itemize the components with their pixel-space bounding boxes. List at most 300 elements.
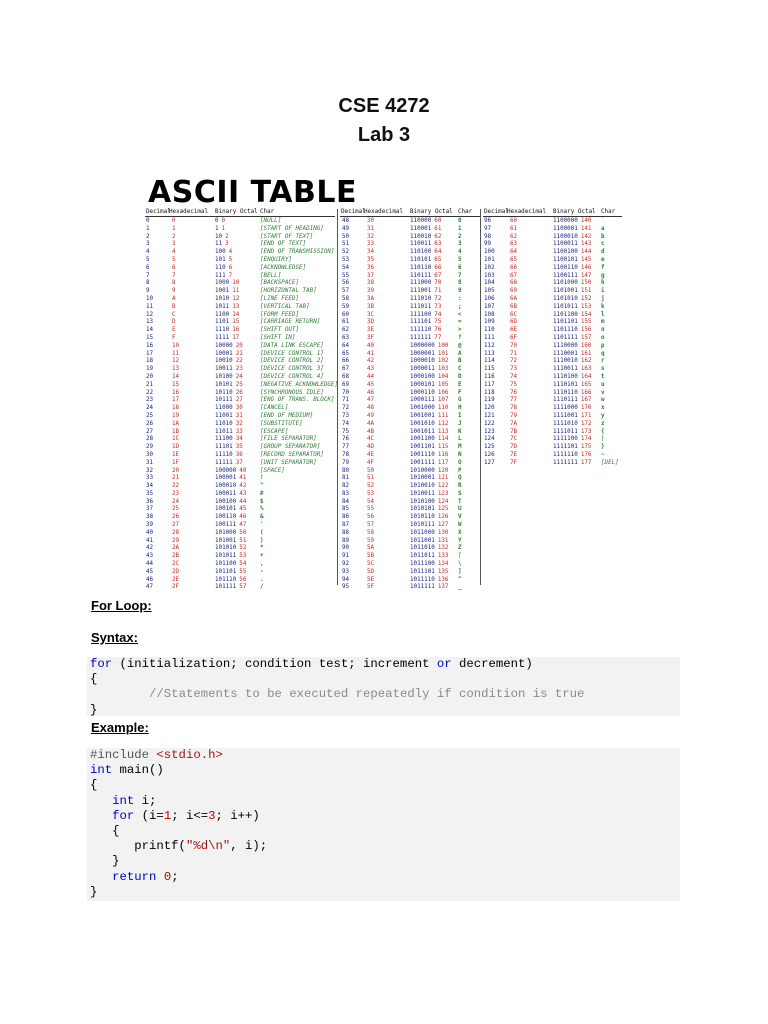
ascii-cell: {: [601, 428, 605, 435]
ascii-cell: 71: [434, 288, 442, 295]
ascii-cell: 3: [458, 241, 462, 248]
ascii-cell: n: [601, 327, 605, 334]
ascii-cell: 155: [580, 319, 592, 326]
ascii-cell: 9: [146, 288, 150, 295]
ascii-cell: g: [601, 272, 605, 279]
ascii-cell: 8: [172, 280, 176, 287]
ascii-cell: }: [601, 444, 605, 451]
ascii-cell: 1101001: [553, 288, 578, 295]
ascii-cell: s: [601, 366, 605, 373]
ascii-cell: 82: [342, 483, 350, 490]
ascii-cell: 123: [484, 428, 495, 435]
ascii-cell: 1011011: [410, 553, 435, 560]
ascii-cell: 165: [580, 381, 592, 388]
ascii-cell: 1F: [172, 459, 180, 466]
ascii-cell: 61: [510, 225, 518, 232]
ascii-cell: 6: [172, 264, 176, 271]
ascii-cell: 124: [437, 498, 449, 505]
ascii-cell: 72: [342, 405, 350, 412]
ascii-header-cell: Decimal: [484, 209, 509, 215]
ascii-cell: 1100000: [553, 218, 578, 224]
ascii-cell: 45: [146, 568, 154, 575]
ascii-cell: 50: [342, 233, 350, 240]
ascii-cell: 6: [228, 264, 233, 271]
ascii-row: [483, 436, 622, 444]
ascii-row: [145, 530, 335, 538]
ascii-cell: 0: [458, 218, 462, 224]
ascii-cell: 64: [434, 249, 442, 256]
ascii-cell: 101010: [215, 545, 237, 552]
ascii-cell: u: [601, 381, 605, 388]
ascii-cell: 33: [146, 475, 154, 482]
ascii-cell: 126: [484, 451, 495, 458]
ascii-cell: z: [601, 420, 605, 427]
ascii-row: [340, 584, 481, 592]
ascii-cell: 112: [437, 420, 449, 427]
ascii-cell: [NEGATIVE ACKNOWLEDGE]: [260, 381, 339, 388]
ascii-cell: 157: [580, 334, 592, 341]
ascii-cell: E: [458, 381, 462, 388]
ascii-cell: 77: [342, 444, 350, 451]
ascii-cell: 20: [235, 342, 243, 349]
ascii-cell: 33: [367, 241, 375, 248]
ascii-cell: 137: [437, 584, 449, 591]
ascii-cell: Z: [458, 545, 462, 552]
ascii-cell: 111011: [410, 303, 432, 310]
ascii-cell: 136: [437, 576, 449, 583]
ascii-row: [145, 452, 335, 460]
ascii-cell: 32: [235, 420, 243, 427]
ascii-cell: o: [601, 334, 605, 341]
ascii-cell: 100111: [215, 522, 237, 529]
ascii-cell: 118: [484, 389, 495, 396]
ascii-cell: 73: [510, 366, 518, 373]
ascii-cell: 176: [580, 451, 592, 458]
ascii-cell: 146: [580, 264, 592, 271]
ascii-cell: 11101: [215, 444, 233, 451]
ascii-cell: 111: [484, 334, 495, 341]
ascii-cell: 73: [434, 303, 442, 310]
ascii-cell: 13: [146, 319, 154, 326]
ascii-cell: 59: [367, 537, 375, 544]
ascii-cell: G: [458, 397, 462, 404]
ascii-cell: 43: [239, 490, 247, 497]
ascii-cell: 127: [484, 459, 495, 466]
ascii-header-cell: Binary: [215, 209, 237, 215]
ascii-row: [483, 452, 622, 460]
ascii-cell: 1101011: [553, 303, 578, 310]
ascii-cell: 4B: [367, 428, 375, 435]
ascii-cell: 116: [437, 451, 449, 458]
ascii-cell: 1110010: [553, 358, 578, 365]
ascii-cell: [START OF HEADING]: [260, 225, 324, 232]
ascii-cell: 10: [232, 280, 240, 287]
ascii-cell: 110011: [410, 241, 432, 248]
ascii-cell: 42: [367, 358, 375, 365]
ascii-cell: 1010: [215, 295, 230, 302]
ascii-row: [145, 374, 335, 382]
ascii-cell: 32: [146, 467, 154, 474]
ascii-cell: 36: [146, 498, 154, 505]
ascii-cell: 41: [367, 350, 375, 357]
ascii-cell: H: [458, 405, 462, 412]
ascii-cell: [SUBSTITUTE]: [260, 420, 303, 427]
code-token: [156, 870, 163, 884]
ascii-cell: r: [601, 358, 605, 365]
ascii-cell: 1010110: [410, 514, 435, 521]
ascii-cell: 45: [367, 381, 375, 388]
ascii-cell: 110: [484, 327, 495, 334]
ascii-cell: 113: [484, 350, 495, 357]
ascii-cell: 67: [342, 366, 350, 373]
ascii-cell: 1: [221, 225, 226, 232]
ascii-cell: 28: [146, 436, 154, 443]
ascii-cell: 120: [437, 467, 449, 474]
ascii-cell: 51: [239, 537, 247, 544]
ascii-cell: 45: [239, 506, 247, 513]
ascii-row: [340, 374, 481, 382]
ascii-cell: [ESCAPE]: [260, 428, 289, 435]
ascii-cell: 152: [580, 295, 592, 302]
ascii-row: [483, 460, 622, 468]
ascii-row: [340, 522, 481, 530]
ascii-cell: 54: [367, 498, 375, 505]
ascii-cell: 93: [342, 568, 350, 575]
ascii-row: [483, 327, 622, 335]
code-token: }: [90, 884, 98, 899]
ascii-cell: 153: [580, 303, 592, 310]
ascii-cell: 1100011: [553, 241, 578, 248]
ascii-cell: 1001: [215, 288, 230, 295]
ascii-cell: 0: [146, 218, 150, 224]
ascii-cell: 24: [172, 498, 180, 505]
ascii-cell: /: [260, 584, 264, 591]
ascii-cell: 7E: [510, 451, 518, 458]
ascii-cell: P: [458, 467, 462, 474]
ascii-cell: 113: [437, 428, 449, 435]
ascii-cell: 21: [146, 381, 154, 388]
ascii-row: [340, 327, 481, 335]
ascii-cell: 21: [172, 475, 180, 482]
ascii-row: [340, 429, 481, 437]
ascii-cell: 47: [239, 522, 247, 529]
ascii-cell: 160: [580, 342, 592, 349]
ascii-cell: 64: [342, 342, 350, 349]
ascii-cell: (: [260, 529, 264, 536]
ascii-cell: 1110: [215, 327, 230, 334]
ascii-cell: 85: [342, 506, 350, 513]
ascii-cell: 34: [367, 249, 375, 256]
ascii-cell: 26: [235, 389, 243, 396]
ascii-row: [145, 273, 335, 281]
ascii-cell: q: [601, 350, 605, 357]
ascii-cell: 135: [437, 568, 449, 575]
ascii-cell: 35: [367, 256, 375, 263]
ascii-cell: 37: [367, 272, 375, 279]
ascii-cell: 1101100: [553, 311, 578, 318]
ascii-cell: [FILE SEPARATOR]: [260, 436, 317, 443]
code-token: (i=: [134, 808, 164, 823]
ascii-cell: 31: [367, 225, 375, 232]
ascii-cell: 121: [484, 412, 495, 419]
ascii-cell: 110110: [410, 264, 432, 271]
ascii-cell: 7: [146, 272, 150, 279]
ascii-cell: [SHIFT IN]: [260, 334, 296, 341]
code-token: {: [90, 778, 98, 793]
ascii-cell: 8: [146, 280, 150, 287]
ascii-cell: 101011: [215, 553, 237, 560]
ascii-cell: [SHIFT OUT]: [260, 327, 300, 334]
ascii-cell: 65: [342, 350, 350, 357]
ascii-row: [340, 436, 481, 444]
ascii-cell: 14: [146, 327, 154, 334]
ascii-cell: 1001010: [410, 420, 435, 427]
ascii-row: [340, 351, 481, 359]
ascii-cell: 105: [437, 381, 449, 388]
ascii-cell: 172: [580, 420, 592, 427]
ascii-cell: 1E: [172, 451, 180, 458]
ascii-cell: 101111: [215, 584, 237, 591]
ascii-row: [145, 421, 335, 429]
ascii-cell: 104: [437, 373, 449, 380]
ascii-cell: 103: [484, 272, 495, 279]
ascii-cell: 1000011: [410, 366, 435, 373]
code-line: [87, 687, 680, 702]
ascii-row: [145, 460, 335, 468]
ascii-cell: 142: [580, 233, 592, 240]
ascii-cell: 1111: [215, 334, 230, 341]
ascii-cell: 22: [235, 358, 243, 365]
ascii-cell: 20: [172, 467, 180, 474]
ascii-cell: 9: [172, 288, 176, 295]
ascii-row: [340, 296, 481, 304]
ascii-header-cell: Octal: [578, 209, 596, 215]
ascii-cell: 32: [367, 233, 375, 240]
ascii-cell: 50: [239, 529, 247, 536]
ascii-row: [483, 382, 622, 390]
ascii-cell: 0: [221, 218, 226, 224]
ascii-row: [145, 561, 335, 569]
ascii-cell: 75: [434, 319, 442, 326]
ascii-cell: 1101110: [553, 327, 578, 334]
code-token: <stdio.h>: [156, 748, 223, 762]
ascii-cell: 1101010: [553, 295, 578, 302]
ascii-cell: 56: [342, 280, 350, 287]
ascii-cell: N: [458, 451, 462, 458]
ascii-row: [483, 273, 622, 281]
ascii-cell: 70: [510, 342, 518, 349]
ascii-cell: 125: [437, 506, 449, 513]
ascii-cell: Q: [458, 475, 462, 482]
ascii-cell: t: [601, 373, 605, 380]
ascii-cell: 132: [437, 545, 449, 552]
ascii-cell: 23: [235, 366, 243, 373]
ascii-cell: 60: [510, 218, 518, 224]
ascii-cell: D: [172, 319, 176, 326]
ascii-cell: 1A: [172, 420, 180, 427]
ascii-cell: 68: [342, 373, 350, 380]
ascii-cell: 7: [458, 272, 462, 279]
ascii-cell: 11110: [215, 451, 233, 458]
ascii-cell: 74: [434, 311, 442, 318]
ascii-cell: 38: [367, 280, 375, 287]
for-loop-heading: For Loop:: [91, 598, 152, 613]
ascii-cell: $: [260, 498, 264, 505]
ascii-cell: ]: [458, 568, 462, 575]
ascii-cell: 156: [580, 327, 592, 334]
code-token: ;: [171, 869, 179, 884]
ascii-row: [145, 569, 335, 577]
ascii-cell: 50: [367, 467, 375, 474]
ascii-cell: D: [458, 373, 462, 380]
ascii-cell: 37: [235, 459, 243, 466]
ascii-cell: 26: [172, 514, 180, 521]
ascii-cell: 150: [580, 280, 592, 287]
ascii-cell: 67: [434, 272, 442, 279]
ascii-cell: \: [458, 561, 462, 568]
ascii-cell: 79: [342, 459, 350, 466]
code-token: [90, 870, 112, 884]
ascii-cell: [DEVICE CONTROL 2]: [260, 358, 324, 365]
ascii-row: [483, 257, 622, 265]
ascii-cell: 17: [172, 397, 180, 404]
doc-course: CSE 4272: [338, 95, 430, 117]
ascii-row: [145, 265, 335, 273]
ascii-cell: 101000: [215, 529, 237, 536]
ascii-cell: 1: [172, 225, 176, 232]
ascii-cell: 61: [342, 319, 350, 326]
ascii-cell: 4A: [367, 420, 375, 427]
ascii-cell: 38: [146, 514, 154, 521]
ascii-cell: [LINE FEED]: [260, 295, 300, 302]
code-line: [87, 703, 680, 718]
ascii-cell: 123: [437, 490, 449, 497]
ascii-row: [483, 304, 622, 312]
ascii-cell: 63: [434, 241, 442, 248]
ascii-cell: h: [601, 280, 605, 287]
ascii-cell: 100011: [215, 490, 237, 497]
ascii-cell: 13: [172, 366, 180, 373]
ascii-cell: 100010: [215, 483, 237, 490]
ascii-cell: 1100110: [553, 264, 578, 271]
ascii-row: [340, 382, 481, 390]
ascii-cell: 100101: [215, 506, 237, 513]
ascii-cell: 144: [580, 249, 592, 256]
ascii-cell: 111001: [410, 288, 432, 295]
ascii-table: [145, 175, 619, 591]
ascii-cell: [END OF TRANSMISSION]: [260, 249, 335, 256]
ascii-cell: 52: [367, 483, 375, 490]
ascii-cell: 49: [342, 225, 350, 232]
code-token: i;: [134, 793, 157, 808]
ascii-cell: [END OF MEDIUM]: [260, 412, 314, 419]
ascii-cell: 8: [458, 280, 462, 287]
ascii-cell: f: [601, 264, 605, 271]
ascii-row: [145, 335, 335, 343]
ascii-cell: 163: [580, 366, 592, 373]
ascii-cell: 78: [342, 451, 350, 458]
ascii-header-cell: Char: [458, 209, 473, 215]
ascii-cell: 11111: [215, 459, 233, 466]
ascii-cell: 80: [342, 467, 350, 474]
ascii-cell: 6: [146, 264, 150, 271]
ascii-cell: 4: [228, 249, 233, 256]
ascii-cell: 4F: [367, 459, 375, 466]
ascii-cell: 51: [342, 241, 350, 248]
ascii-row: [145, 280, 335, 288]
ascii-cell: 26: [146, 420, 154, 427]
ascii-column-3: [480, 209, 622, 585]
ascii-cell: >: [458, 327, 462, 334]
ascii-row: [340, 468, 481, 476]
ascii-cell: L: [458, 436, 462, 443]
ascii-cell: a: [601, 225, 605, 232]
ascii-cell: [SPACE]: [260, 467, 285, 474]
ascii-cell: T: [458, 498, 462, 505]
ascii-header-cell: Decimal: [146, 209, 171, 215]
ascii-cell: 36: [367, 264, 375, 271]
code-token: }: [90, 702, 98, 717]
ascii-cell: E: [172, 327, 176, 334]
ascii-cell: |: [601, 436, 605, 443]
code-line: [87, 870, 680, 885]
ascii-cell: 79: [510, 412, 518, 419]
ascii-cell: 7: [228, 272, 233, 279]
ascii-cell: 110101: [410, 256, 432, 263]
ascii-cell: 66: [342, 358, 350, 365]
ascii-cell: 143: [580, 241, 592, 248]
ascii-cell: 112: [484, 342, 495, 349]
ascii-cell: 87: [342, 522, 350, 529]
ascii-cell: ~: [601, 451, 605, 458]
ascii-row: [145, 499, 335, 507]
ascii-row: [483, 358, 622, 366]
ascii-cell: m: [601, 319, 605, 326]
ascii-row: [340, 499, 481, 507]
ascii-cell: 57: [367, 522, 375, 529]
ascii-cell: B: [172, 303, 176, 310]
ascii-cell: 106: [484, 295, 495, 302]
ascii-cell: 4E: [367, 451, 375, 458]
ascii-cell: 100001: [215, 475, 237, 482]
ascii-cell: 5: [146, 256, 150, 263]
ascii-cell: 57: [239, 584, 247, 591]
ascii-cell: 1000000: [410, 342, 435, 349]
ascii-cell: 44: [239, 498, 247, 505]
ascii-cell: &: [260, 514, 264, 521]
ascii-cell: w: [601, 397, 605, 404]
ascii-cell: 47: [367, 397, 375, 404]
ascii-cell: [GROUP SEPARATOR]: [260, 444, 321, 451]
ascii-cell: 115: [437, 444, 449, 451]
ascii-cell: 77: [510, 397, 518, 404]
ascii-cell: [VERTICAL TAB]: [260, 303, 310, 310]
ascii-cell: 49: [367, 412, 375, 419]
ascii-cell: 114: [484, 358, 495, 365]
ascii-cell: 2D: [172, 568, 180, 575]
ascii-cell: 10000: [215, 342, 233, 349]
ascii-cell: M: [458, 444, 462, 451]
code-line: [87, 824, 680, 839]
ascii-cell: 53: [239, 553, 247, 560]
ascii-cell: 76: [434, 327, 442, 334]
ascii-cell: 7: [172, 272, 176, 279]
ascii-cell: 134: [437, 561, 449, 568]
ascii-cell: 25: [235, 381, 243, 388]
ascii-cell: 27: [235, 397, 243, 404]
ascii-cell: 3D: [367, 319, 375, 326]
code-token: int: [112, 793, 135, 808]
